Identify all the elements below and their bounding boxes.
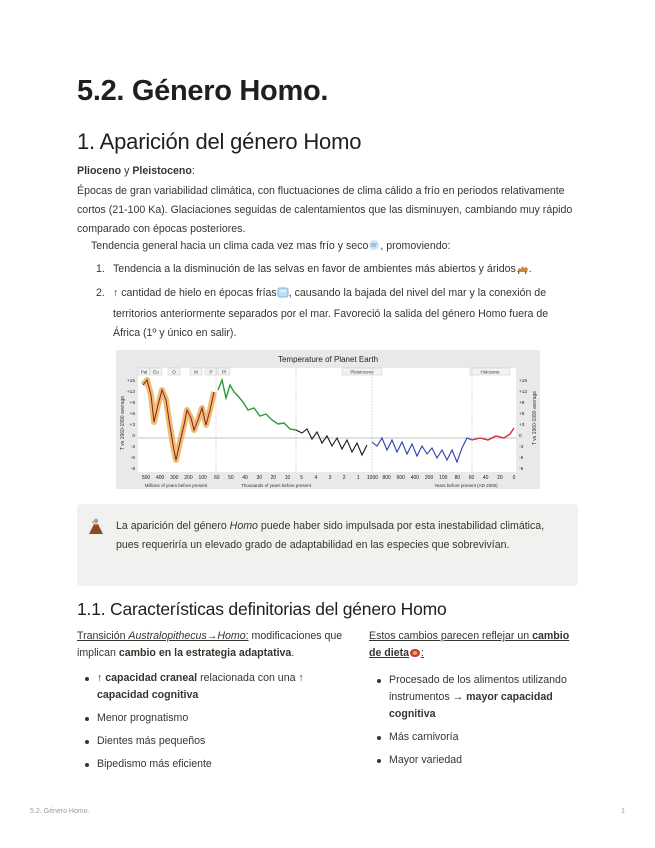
transition-label	[77, 630, 249, 642]
item-bold: capacidad cognitiva	[97, 689, 199, 701]
left-intro	[77, 628, 357, 662]
camel-icon	[516, 262, 529, 281]
intro-arrow: →	[206, 630, 218, 642]
callout-text-pre: La aparición del género	[116, 520, 230, 532]
era-label: M	[194, 369, 198, 375]
intro-post: modificaciones que implican	[77, 630, 343, 659]
list-item	[77, 670, 357, 704]
x-tick-label: 500	[141, 475, 151, 481]
diet-list	[369, 672, 579, 769]
y-tick-label: +12	[126, 390, 135, 395]
x-tick-label: 1000	[366, 475, 379, 481]
callout-text	[116, 517, 562, 555]
x-tick-label: 40	[482, 475, 489, 481]
x-tick-label: 30	[256, 475, 263, 481]
intro-colon: :	[245, 630, 249, 642]
item-pre: ↑	[97, 672, 106, 684]
era-label: Pal	[140, 369, 148, 375]
x-tick-label: 5	[300, 475, 304, 481]
x-tick-label: 200	[424, 475, 434, 481]
section-heading-caracteristicas: 1.1. Características definitorias del género Homo	[77, 599, 447, 619]
y-tick-label: +3	[129, 423, 135, 428]
x-axis-label-c: Years before present (AD 2000)	[434, 483, 498, 488]
era-label: O	[172, 369, 176, 375]
y-tick-label: +6	[129, 412, 135, 417]
right-intro-text: Estos cambios parecen reflejar un	[369, 630, 533, 642]
y-tick-label-right: 0	[519, 434, 522, 439]
x-tick-label: 20	[270, 475, 277, 481]
x-tick-label: 400	[155, 475, 165, 481]
list-item	[369, 672, 579, 723]
trend-lead	[91, 237, 591, 258]
era-label: Pl	[221, 369, 227, 375]
x-tick-label: 40	[242, 475, 248, 481]
y-tick-label: 0	[132, 434, 135, 439]
x-tick-label: 60	[213, 475, 220, 481]
callout-text-post: puede haber sido impulsada por esta inestabilidad climática, pues requeriría un elevado grado de adaptabilidad en las especies que sobrevivían.	[116, 520, 545, 551]
epoch-pleistoceno: Pleistoceno	[132, 165, 192, 177]
x-tick-label: 10	[284, 475, 291, 481]
list-item-text: ↑ cantidad de hielo en épocas frías	[113, 287, 277, 299]
list-item: Dientes más pequeños	[77, 733, 357, 750]
page-title: 5.2. Género Homo.	[77, 75, 329, 107]
volcano-icon	[87, 518, 105, 541]
intro-bold: cambio en la estrategia adaptativa	[118, 647, 292, 659]
epoch-conjunction: y	[121, 165, 133, 177]
list-number: 2.	[96, 287, 105, 299]
x-tick-labels	[142, 475, 516, 481]
x-tick-label: 2	[342, 475, 346, 481]
x-tick-label: 300	[170, 475, 179, 481]
era-label: Eo	[153, 369, 159, 375]
list-item-end: .	[528, 263, 532, 275]
left-column	[77, 628, 357, 779]
y-tick-label-right: -9	[519, 467, 524, 472]
list-item-end: , causando la bajada del nivel del mar y la conexión de territorios anteriormente separados por el mar. Favoreció la salida del género Homo fuera de África (1º y único en salir).	[113, 287, 549, 339]
item-pre: Procesado de los alimentos utilizando instrumentos →	[389, 674, 567, 703]
y-tick-label-right: +15	[519, 379, 528, 384]
list-item: Más carnivoría	[369, 729, 579, 746]
chart-title: Temperature of Planet Earth	[277, 355, 379, 364]
list-item: Bipedismo más eficiente	[77, 756, 357, 773]
right-intro-bold: cambio de dieta	[369, 630, 570, 659]
epoch-colon: :	[191, 165, 195, 177]
list-number: 1.	[96, 263, 105, 275]
trend-lead-end: , promoviendo:	[380, 240, 451, 252]
footer-title: 5.2. Género Homo.	[30, 808, 90, 815]
temperature-chart	[116, 350, 540, 489]
callout-box	[77, 504, 578, 586]
y-tick-label: -3	[130, 445, 135, 450]
epoch-plioceno: Plioceno	[77, 165, 122, 177]
x-tick-label: 50	[228, 475, 234, 481]
y-tick-label: +15	[126, 379, 135, 384]
y-tick-label: -9	[130, 467, 135, 472]
right-intro-end: :	[421, 647, 424, 659]
x-tick-label: 1	[356, 475, 360, 481]
y-tick-label-right: -3	[519, 445, 524, 450]
item-bold: mayor capacidad cognitiva	[389, 691, 553, 720]
x-tick-label: 200	[184, 475, 193, 481]
list-item-text: Tendencia a la disminución de las selvas en favor de ambientes más abiertos y áridos	[113, 263, 516, 275]
y-tick-label-right: -6	[519, 456, 524, 461]
effects-list-2	[96, 284, 576, 343]
y-tick-label: +9	[129, 401, 135, 406]
trend-lead-text: Tendencia general hacia un clima cada vez mas frío y seco	[91, 240, 369, 252]
intro-italic: Australopithecus	[128, 630, 207, 642]
x-tick-label: 400	[410, 475, 420, 481]
y-tick-label-right: +9	[519, 401, 525, 406]
list-item	[96, 260, 576, 281]
y-tick-label-right: +12	[519, 390, 528, 395]
x-tick-label: 100	[439, 475, 448, 481]
intro-end: .	[291, 647, 295, 659]
era-label: Pleistocene	[350, 369, 374, 375]
y-axis-label-right: T vs 1960-1990 average	[532, 390, 538, 446]
y-tick-label: -6	[130, 456, 135, 461]
intro-pre: Transición	[77, 630, 129, 642]
y-tick-label-right: +3	[519, 423, 525, 428]
x-tick-label: 600	[396, 475, 405, 481]
x-tick-label: 60	[468, 475, 475, 481]
page-number: 1	[621, 808, 625, 815]
effects-list-1	[96, 260, 576, 281]
right-intro	[369, 628, 579, 664]
item-mid: relacionada con una ↑	[197, 672, 304, 684]
x-axis-label-b: Thousands of years before present	[241, 483, 311, 488]
list-item: Menor prognatismo	[77, 710, 357, 727]
x-tick-label: 80	[454, 475, 461, 481]
features-list	[77, 670, 357, 773]
callout-text-italic: Homo	[229, 520, 258, 532]
x-tick-label: 100	[198, 475, 207, 481]
list-item: Mayor variedad	[369, 752, 579, 769]
y-axis-label-left: T vs 1960-1990 average	[120, 395, 126, 451]
ice-cube-icon	[277, 286, 289, 305]
x-tick-label: 4	[314, 475, 318, 481]
meat-icon	[409, 647, 421, 664]
era-label: P	[209, 369, 213, 375]
epochs-subtitle	[77, 162, 577, 181]
x-tick-label: 0	[512, 475, 516, 481]
item-bold: capacidad craneal	[105, 672, 198, 684]
right-column	[369, 628, 579, 775]
y-tick-label-right: +6	[519, 412, 525, 417]
x-tick-label: 3	[328, 475, 332, 481]
x-tick-label: 20	[497, 475, 503, 481]
era-label: Holocene	[480, 369, 500, 375]
section-heading-aparicion: 1. Aparición del género Homo	[77, 129, 362, 154]
climate-paragraph: Épocas de gran variabilidad climática, con fluctuaciones de clima cálido a frío en periodos relativamente cortos (21-100 Ka). Glaciaciones seguidas de calentamientos que las disminuyen, cambiando muy rápido comparado con épocas posteriores.	[77, 185, 573, 235]
list-item	[96, 284, 576, 343]
intro-italic2: Homo	[217, 630, 246, 642]
x-tick-label: 800	[382, 475, 391, 481]
snowflake-wind-icon	[368, 239, 380, 258]
x-axis-label-a: Millions of years before present	[144, 483, 208, 488]
